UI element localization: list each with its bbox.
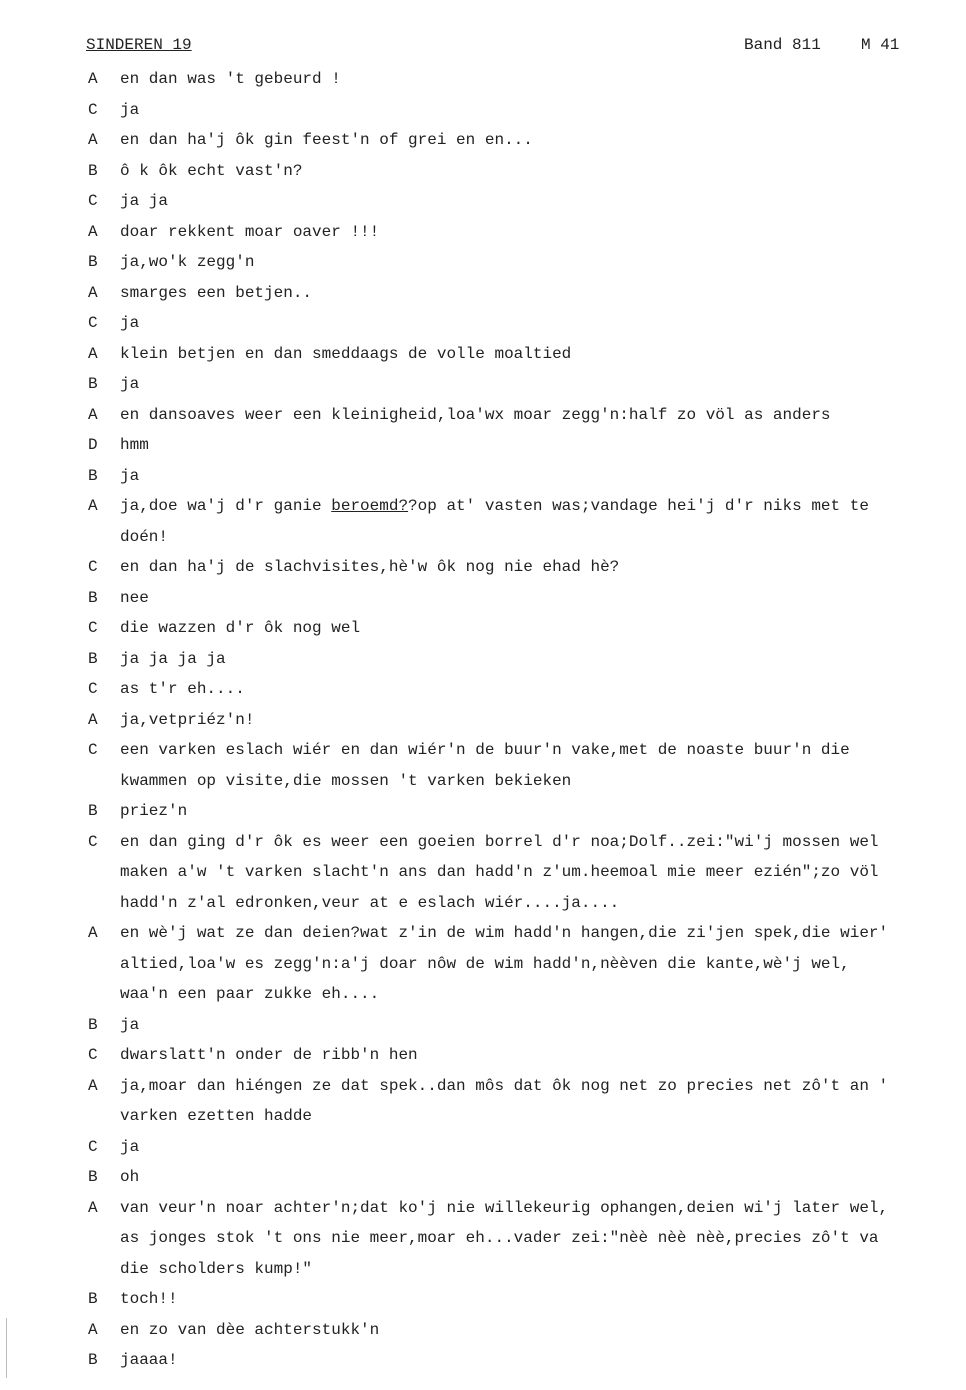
- transcript-line: [0, 1193, 966, 1224]
- transcript-line: [0, 95, 966, 126]
- speaker-label: C: [88, 619, 98, 637]
- utterance-text: ja: [120, 466, 140, 485]
- utterance-text: priez'n: [120, 802, 188, 820]
- utterance-text: oh: [120, 1168, 140, 1186]
- transcript-line: [0, 156, 966, 187]
- utterance-text: die scholders kump!": [120, 1259, 313, 1278]
- utterance-text: waa'n een paar zukke eh....: [120, 985, 380, 1003]
- utterance-text: smarges een betjen..: [120, 283, 313, 302]
- utterance-text: en dan ha'j de slachvisites,hè'w ôk nog nie ehad hè?: [120, 558, 620, 576]
- utterance-segment: ?op at' vasten was;vandage hei'j d'r niks met te: [408, 497, 869, 515]
- speaker-label: B: [88, 588, 98, 607]
- transcript-line: [0, 125, 966, 156]
- transcript-line: [0, 644, 966, 675]
- transcript-line: [0, 796, 966, 827]
- utterance-text: een varken eslach wiér en dan wiér'n de buur'n vake,met de noaste buur'n die: [120, 741, 850, 759]
- speaker-label: C: [88, 192, 98, 210]
- page-header: [86, 36, 906, 60]
- transcript-line: [0, 1284, 966, 1315]
- band-number: Band 811: [744, 36, 821, 54]
- speaker-label: A: [88, 222, 98, 241]
- transcript-line: [0, 1254, 966, 1285]
- transcript-line: [0, 247, 966, 278]
- document-title: SINDEREN 19: [86, 36, 192, 54]
- utterance-text: ja: [120, 100, 140, 119]
- transcript-line: [0, 491, 966, 522]
- utterance-text: en wè'j wat ze dan deien?wat z'in de wim hadd'n hangen,die zi'jen spek,die wier': [120, 924, 889, 942]
- transcript-line: [0, 552, 966, 583]
- utterance-text: en dan ging d'r ôk es weer een goeien borrel d'r noa;Dolf..zei:"wi'j mossen wel: [120, 832, 879, 851]
- transcript-line: [0, 918, 966, 949]
- utterance-text: hadd'n z'al edronken,veur at e eslach wiér....ja....: [120, 893, 620, 912]
- margin-mark: [6, 1318, 7, 1378]
- speaker-label: A: [88, 283, 98, 302]
- speaker-label: C: [88, 832, 98, 851]
- transcript-line: [0, 979, 966, 1010]
- transcript-line: [0, 1071, 966, 1102]
- transcript-line: [0, 1223, 966, 1254]
- transcript-line: [0, 674, 966, 705]
- utterance-text: en dan was 't gebeurd !: [120, 70, 341, 88]
- transcript-line: [0, 888, 966, 919]
- speaker-label: C: [88, 741, 98, 759]
- utterance-text: altied,loa'w es zegg'n:a'j doar nôw de wim hadd'n,nèèven die kante,wè'j wel,: [120, 954, 850, 973]
- utterance-text: nee: [120, 588, 149, 607]
- transcript-body: [0, 64, 966, 1376]
- transcript-line: [0, 705, 966, 736]
- utterance-text: ja ja ja ja: [120, 649, 226, 668]
- transcript-line: [0, 64, 966, 95]
- speaker-label: B: [88, 1168, 98, 1186]
- transcript-line: [0, 217, 966, 248]
- transcript-line: [0, 1315, 966, 1346]
- transcript-line: [0, 735, 966, 766]
- speaker-label: B: [88, 802, 98, 820]
- transcript-line: [0, 430, 966, 461]
- utterance-text: die wazzen d'r ôk nog wel: [120, 619, 361, 637]
- speaker-label: C: [88, 100, 98, 119]
- utterance-text: kwammen op visite,die mossen 't varken bekieken: [120, 771, 572, 790]
- utterance-text: en zo van dèe achterstukk'n: [120, 1320, 380, 1339]
- transcript-line: [0, 339, 966, 370]
- transcript-line: [0, 1101, 966, 1132]
- speaker-label: B: [88, 253, 98, 271]
- transcript-line: [0, 1040, 966, 1071]
- utterance-text: doar rekkent moar oaver !!!: [120, 222, 380, 241]
- speaker-label: B: [88, 649, 98, 668]
- transcript-line: [0, 1162, 966, 1193]
- utterance-text: maken a'w 't varken slacht'n ans dan hadd'n z'um.heemoal mie meer ezién";zo völ: [120, 863, 879, 881]
- utterance-text: van veur'n noar achter'n;dat ko'j nie willekeurig ophangen,deien wi'j later wel,: [120, 1198, 889, 1217]
- transcript-line: [0, 1345, 966, 1376]
- utterance-text: ô k ôk echt vast'n?: [120, 161, 303, 180]
- speaker-label: A: [88, 131, 98, 149]
- transcript-line: [0, 186, 966, 217]
- speaker-label: C: [88, 314, 98, 332]
- utterance-text: varken ezetten hadde: [120, 1107, 313, 1125]
- transcript-line: [0, 857, 966, 888]
- speaker-label: A: [88, 497, 98, 515]
- speaker-label: A: [88, 344, 98, 363]
- speaker-label: C: [88, 1137, 98, 1156]
- speaker-label: A: [88, 710, 98, 729]
- transcript-line: [0, 522, 966, 553]
- underlined-word: beroemd?: [331, 497, 409, 515]
- speaker-label: B: [88, 375, 98, 393]
- speaker-label: A: [88, 70, 98, 88]
- utterance-text: doén!: [120, 527, 169, 546]
- speaker-label: C: [88, 1046, 98, 1064]
- utterance-text: hmm: [120, 436, 149, 454]
- utterance-text: ja,moar dan hiéngen ze dat spek..dan môs dat ôk nog net zo precies net zô't an ': [120, 1076, 889, 1095]
- speaker-label: B: [88, 466, 98, 485]
- transcript-line: [0, 1132, 966, 1163]
- transcript-line: [0, 766, 966, 797]
- utterance-text: jaaaa!: [120, 1351, 178, 1369]
- speaker-label: C: [88, 680, 98, 698]
- transcript-line: [0, 583, 966, 614]
- speaker-label: A: [88, 405, 98, 424]
- utterance-text: toch!!: [120, 1290, 178, 1308]
- utterance-segment: ja,doe wa'j d'r ganie: [120, 497, 332, 515]
- transcript-line: [0, 369, 966, 400]
- transcript-line: [0, 827, 966, 858]
- transcript-line: [0, 613, 966, 644]
- utterance-text: klein betjen en dan smeddaags de volle moaltied: [120, 344, 572, 363]
- speaker-label: D: [88, 436, 98, 454]
- transcript-line: [0, 400, 966, 431]
- transcript-line: [0, 949, 966, 980]
- utterance-text: en dan ha'j ôk gin feest'n of grei en en...: [120, 131, 533, 149]
- utterance-text: [120, 491, 869, 522]
- transcript-line: [0, 278, 966, 309]
- transcript-line: [0, 308, 966, 339]
- utterance-text: en dansoaves weer een kleinigheid,loa'wx moar zegg'n:half zo völ as anders: [120, 405, 831, 424]
- speaker-label: A: [88, 1198, 98, 1217]
- transcript-line: [0, 1010, 966, 1041]
- utterance-text: ja: [120, 1015, 140, 1034]
- speaker-label: B: [88, 1015, 98, 1034]
- speaker-label: A: [88, 924, 98, 942]
- m-number: M 41: [861, 36, 900, 54]
- utterance-text: ja ja: [120, 192, 169, 210]
- speaker-label: C: [88, 558, 98, 576]
- utterance-text: ja: [120, 314, 140, 332]
- utterance-text: as jonges stok 't ons nie meer,moar eh...vader zei:"nèè nèè nèè,precies zô't va: [120, 1229, 879, 1247]
- speaker-label: A: [88, 1320, 98, 1339]
- utterance-text: dwarslatt'n onder de ribb'n hen: [120, 1046, 418, 1064]
- speaker-label: B: [88, 1290, 98, 1308]
- transcript-line: [0, 461, 966, 492]
- utterance-text: ja,vetpriéz'n!: [120, 710, 255, 729]
- utterance-text: ja: [120, 375, 140, 393]
- utterance-text: as t'r eh....: [120, 680, 245, 698]
- utterance-text: ja,wo'k zegg'n: [120, 253, 255, 271]
- utterance-text: ja: [120, 1137, 140, 1156]
- speaker-label: B: [88, 1351, 98, 1369]
- speaker-label: A: [88, 1076, 98, 1095]
- speaker-label: B: [88, 161, 98, 180]
